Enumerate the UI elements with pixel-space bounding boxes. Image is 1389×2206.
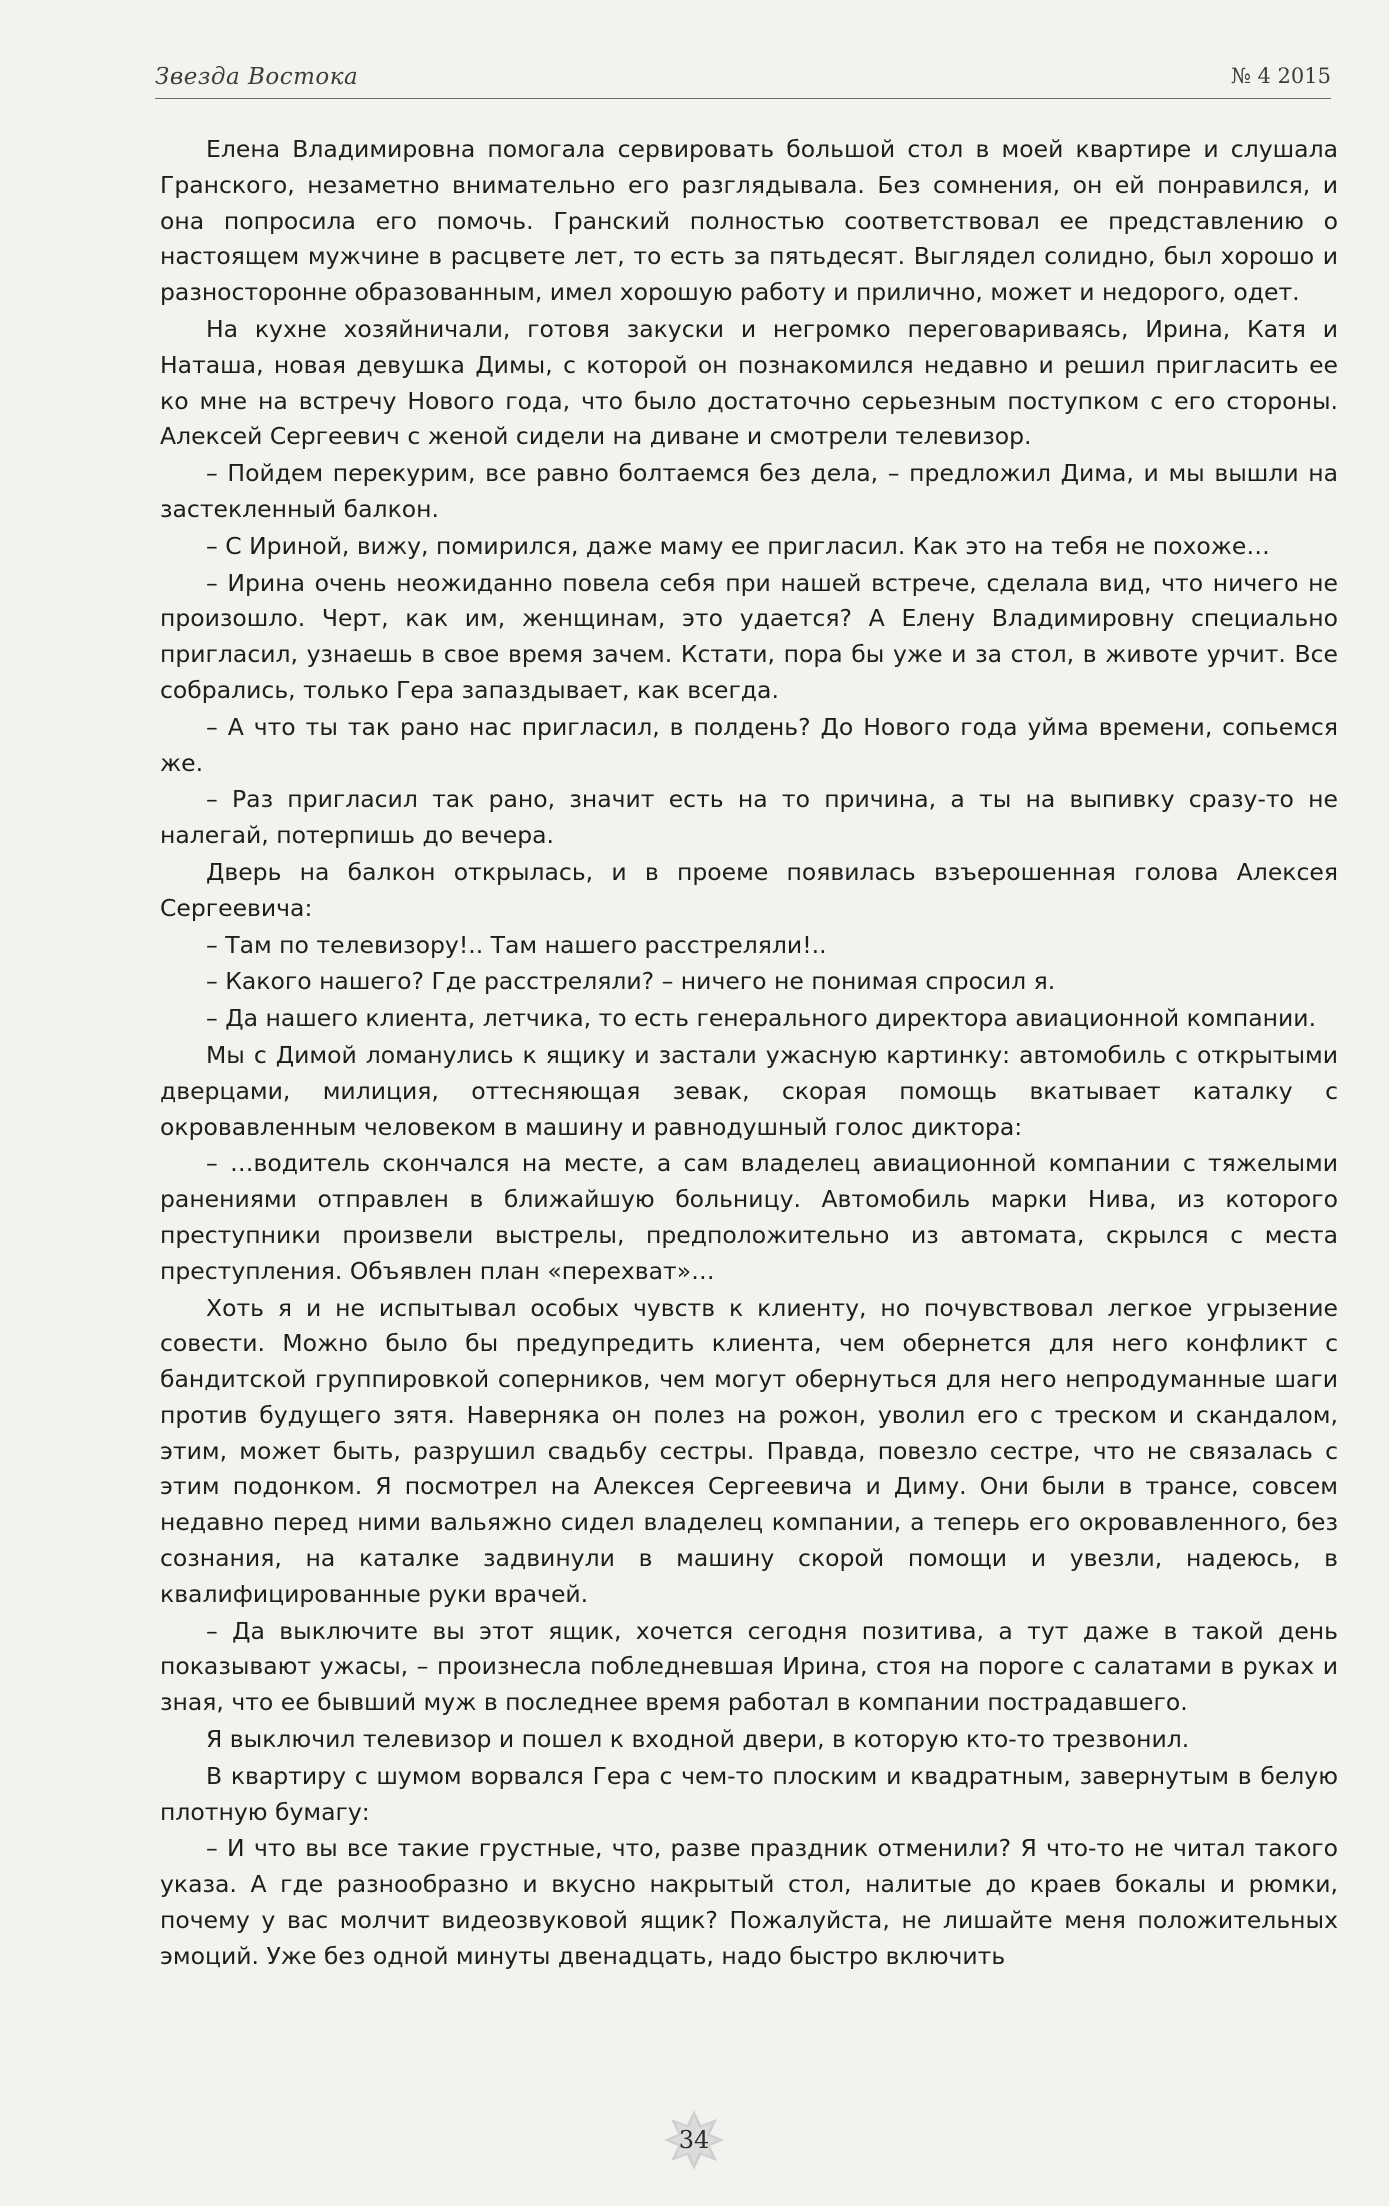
journal-title: Звезда Востока xyxy=(155,64,359,90)
paragraph: – И что вы все такие грустные, что, разве праздник отменили? Я что-то не читал такого указа. А где разнообразно и вкусно накрытый стол, налитые до краев бокалы и рюмки, почему у вас молчит видеозвуковой ящик? Пожалуйста, не лишайте меня положительных эмоций. Уже без одной минуты двенадцать, надо быстро включить xyxy=(160,1834,1338,1970)
paragraph: Елена Владимировна помогала сервировать большой стол в моей квартире и слушала Гранского, незаметно внимательно его разглядывала. Без сомнения, он ей понравился, и она попросила его помочь. Гранский полностью соответствовал ее представлению о настоящем мужчине в расцвете лет, то есть за пятьдесят. Выглядел солидно, был хорошо и разносторонне образованным, имел хорошую работу и прилично, может и недорого, одет. xyxy=(160,135,1338,307)
paragraph: – Раз пригласил так рано, значит есть на то причина, а ты на выпивку сразу-то не налегай, потерпишь до вечера. xyxy=(160,785,1338,850)
paragraph: – Какого нашего? Где расстреляли? – ничего не понимая спросил я. xyxy=(206,967,1056,996)
paragraph: – Пойдем перекурим, все равно болтаемся без дела, – предложил Дима, и мы вышли на застекленный балкон. xyxy=(160,459,1338,523)
issue-number: № 4 2015 xyxy=(1230,64,1331,88)
paragraph: – Ирина очень неожиданно повела себя при нашей встрече, сделала вид, что ничего не произошло. Черт, как им, женщинам, это удается? А Елену Владимировну специально пригласил, узнаешь в свое время зачем. Кстати, пора бы уже и за стол, в животе урчит. Все собрались, только Гера запаздывает, как всегда. xyxy=(160,568,1338,704)
paragraph: На кухне хозяйничали, готовя закуски и негромко переговариваясь, Ирина, Катя и Наташа, новая девушка Димы, с которой он познакомился недавно и решил пригласить ее ко мне на встречу Нового года, что было достаточно серьезным поступком с его стороны. Алексей Сергеевич с женой сидели на диване и смотрели телевизор. xyxy=(160,314,1338,451)
page-number-badge xyxy=(662,2108,726,2172)
paragraph: Дверь на балкон открылась, и в проеме появилась взъерошенная голова Алексея Сергеевича: xyxy=(160,857,1338,922)
article-body xyxy=(160,132,1338,1976)
paragraph: Я выключил телевизор и пошел к входной двери, в которую кто-то трезвонил. xyxy=(206,1725,1190,1754)
running-header xyxy=(155,58,1331,99)
paragraph: – Да нашего клиента, летчика, то есть генерального директора авиационной компании. xyxy=(206,1004,1317,1033)
paragraph: – Там по телевизору!.. Там нашего расстреляли!.. xyxy=(206,930,827,959)
page-number: 34 xyxy=(678,2126,710,2154)
paragraph: В квартиру с шумом ворвался Гера с чем-то плоским и квадратным, завернутым в белую плотную бумагу: xyxy=(160,1761,1338,1826)
paragraph: – …водитель скончался на месте, а сам владелец авиационной компании с тяжелыми ранениями отправлен в ближайшую больницу. Автомобиль марки Нива, из которого преступники произвели выстрелы, предположительно из автомата, скрылся с места преступления. Объявлен план «перехват»… xyxy=(160,1149,1338,1285)
paragraph: Хоть я и не испытывал особых чувств к клиенту, но почувствовал легкое угрызение совести. Можно было бы предупредить клиента, чем обернется для него конфликт с бандитской группировкой соперников, чем могут обернуться для него непродуманные шаги против будущего зятя. Наверняка он полез на рожон, уволил его с треском и скандалом, этим, может быть, разрушил свадьбу сестры. Правда, повезло сестре, что не связалась с этим подонком. Я посмотрел на Алексея Сергеевича и Диму. Они были в трансе, совсем недавно перед ними вальяжно сидел владелец компании, а теперь его окровавленного, без сознания, на каталке задвинули в машину скорой помощи и увезли, надеюсь, в квалифицированные руки врачей. xyxy=(160,1293,1338,1608)
paragraph: – Да выключите вы этот ящик, хочется сегодня позитива, а тут даже в такой день показывают ужасы, – произнесла побледневшая Ирина, стоя на пороге с салатами в руках и зная, что ее бывший муж в последнее время работал в компании пострадавшего. xyxy=(160,1616,1338,1717)
paragraph: – А что ты так рано нас пригласил, в полдень? До Нового года уйма времени, сопьемся же. xyxy=(160,712,1338,777)
paragraph: Мы с Димой ломанулись к ящику и застали ужасную картинку: автомобиль с открытыми дверцами, милиция, оттесняющая зевак, скорая помощь вкатывает каталку с окровавленным человеком в машину и равнодушный голос диктора: xyxy=(160,1040,1338,1141)
paragraph: – С Ириной, вижу, помирился, даже маму ее пригласил. Как это на тебя не похоже… xyxy=(206,531,1270,560)
